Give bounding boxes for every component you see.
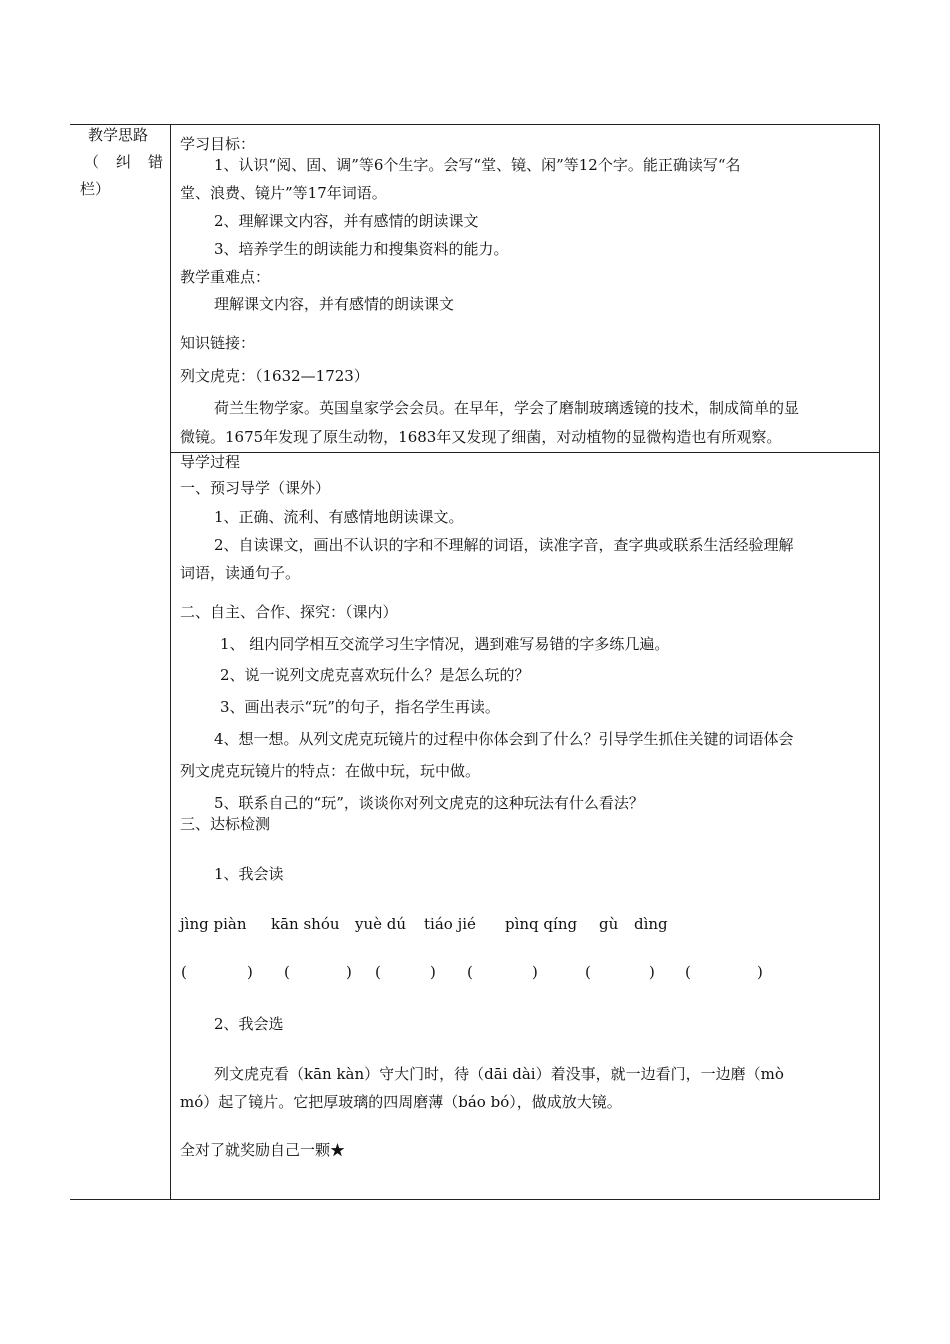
table-right-border — [879, 124, 880, 1200]
blank-open[interactable]: ( — [284, 963, 290, 981]
difficulty-text: 理解课文内容，并有感情的朗读课文 — [214, 295, 455, 313]
section-2-item-4-line2: 列文虎克玩镜片的特点：在做中玩，玩中做。 — [180, 762, 481, 780]
reward-text: 全对了就奖励自己一颗★ — [180, 1141, 346, 1159]
section-2-item-4-line1: 4、想一想。从列文虎克玩镜片的过程中你体会到了什么？引导学生抓住关键的词语体会 — [214, 730, 794, 748]
section-1-item-2-line1: 2、自读课文，画出不认识的字和不理解的词语，读准字音，查字典或联系生活经验理解 — [214, 536, 794, 554]
section-3-item-2: 2、我会选 — [214, 1015, 284, 1033]
section-2-item-1: 1、 组内同学相互交流学习生字情况，遇到难写易错的字多练几遍。 — [220, 635, 670, 653]
choice-line1: 列文虎克看（kān kàn）守大门时，待（dāi dài）着没事，就一边看门，一边磨（mò — [214, 1065, 784, 1083]
row-divider — [170, 452, 880, 453]
blank-open[interactable]: ( — [375, 963, 381, 981]
blank-open[interactable]: ( — [181, 963, 187, 981]
sidebar-label-cuo: 错 — [148, 153, 164, 171]
blank-open[interactable]: ( — [585, 963, 591, 981]
section-2-item-5: 5、联系自己的“玩”，谈谈你对列文虎克的这种玩法有什么看法？ — [214, 794, 644, 812]
bio-line1: 荷兰生物学家。英国皇家学会会员。在早年，学会了磨制玻璃透镜的技术，制成简单的显 — [214, 399, 800, 417]
person-name: 列文虎克：（1632—1723） — [180, 367, 369, 385]
pinyin-word: kān shóu — [271, 915, 340, 933]
choice-line2: mó）起了镜片。它把厚玻璃的四周磨薄（báo bó），做成放大镜。 — [180, 1093, 622, 1111]
section-1-item-1: 1、正确、流利、有感情地朗读课文。 — [214, 508, 464, 526]
sidebar-label-paren: （ — [84, 153, 100, 171]
section-1-item-2-line2: 词语，读通句子。 — [180, 564, 301, 582]
goals-heading: 学习目标： — [180, 135, 256, 153]
blank-close[interactable]: ) — [430, 963, 436, 981]
goal-item-1-line2: 堂、浪费、镜片”等17年词语。 — [180, 184, 387, 202]
section-3-item-1: 1、我会读 — [214, 865, 284, 883]
section-2-title: 二、自主、合作、探究：（课内） — [180, 603, 398, 621]
column-divider — [170, 124, 171, 1200]
pinyin-word: dìng — [634, 915, 668, 933]
blank-open[interactable]: ( — [685, 963, 691, 981]
section-1-title: 一、预习导学（课外） — [180, 479, 331, 497]
pinyin-word: yuè dú — [355, 915, 407, 933]
section-2-item-2: 2、说一说列文虎克喜欢玩什么？是怎么玩的？ — [220, 666, 530, 684]
blank-open[interactable]: ( — [467, 963, 473, 981]
section-3-title: 三、达标检测 — [180, 815, 271, 833]
blank-close[interactable]: ) — [247, 963, 253, 981]
section-2-item-3: 3、画出表示“玩”的句子，指名学生再读。 — [220, 698, 500, 716]
table-top-border — [70, 124, 880, 125]
bio-line2: 微镜。1675年发现了原生动物，1683年又发现了细菌，对动植物的显微构造也有所观察。 — [180, 428, 782, 446]
sidebar-label-line3: 栏） — [80, 180, 111, 198]
sidebar-label-jiu: 纠 — [116, 153, 132, 171]
goal-item-2: 2、理解课文内容，并有感情的朗读课文 — [214, 212, 479, 230]
pinyin-word: pìnq qíng — [505, 915, 578, 933]
pinyin-word: tiáo jié — [424, 915, 476, 933]
blank-close[interactable]: ) — [757, 963, 763, 981]
blank-close[interactable]: ) — [532, 963, 538, 981]
sidebar-label-line1: 教学思路 — [88, 126, 149, 144]
difficulty-heading: 教学重难点： — [180, 268, 271, 286]
blank-close[interactable]: ) — [649, 963, 655, 981]
table-bottom-border — [70, 1199, 880, 1200]
pinyin-word: jìng piàn — [180, 915, 247, 933]
knowledge-heading: 知识链接： — [180, 334, 256, 352]
goal-item-3: 3、培养学生的朗读能力和搜集资料的能力。 — [214, 240, 509, 258]
goal-item-1-line1: 1、认识“阅、固、调”等6个生字。会写“堂、镜、闲”等12个字。能正确读写“名 — [214, 156, 741, 174]
blank-close[interactable]: ) — [346, 963, 352, 981]
pinyin-word: gù — [599, 915, 619, 933]
process-heading: 导学过程 — [180, 453, 241, 471]
